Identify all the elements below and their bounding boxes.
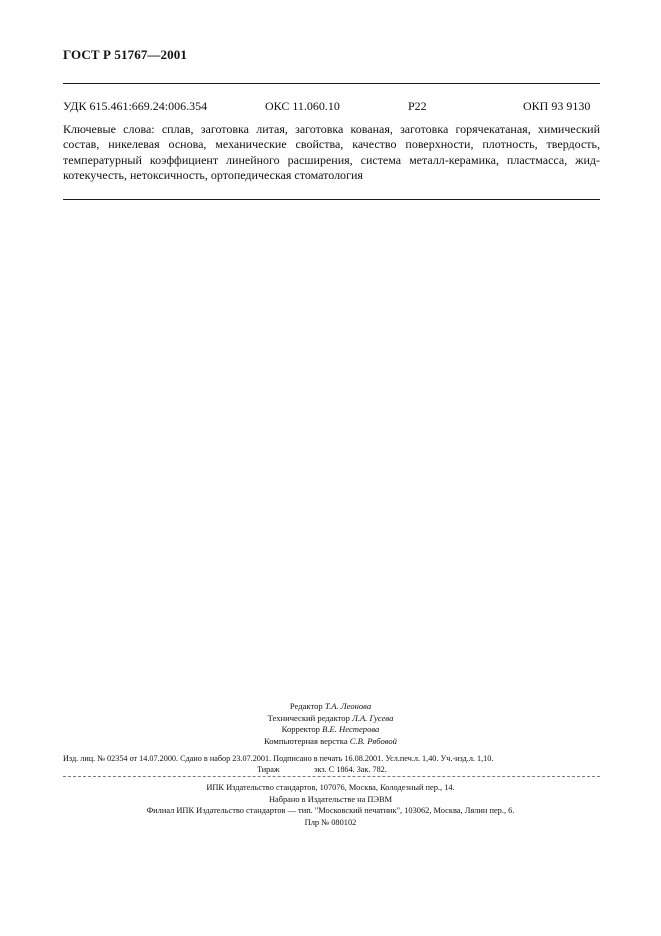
credit-person: В.Е. Нестерова (322, 724, 380, 734)
keywords-line: Ключевые слова: сплав, заготовка литая, заготовка кованая, заготовка горячекатаная, химический (63, 122, 600, 136)
okp-code: ОКП 93 9130 (523, 99, 591, 113)
keywords-line: температурный коэффициент линейного расширения, система металл-керамика, пластмасса, жид- (63, 152, 600, 167)
publisher-line: Набрано в Издательстве на ПЭВМ (268, 794, 393, 804)
imprint-line-license: Изд. лиц. № 02354 от 14.07.2000. Сдано в набор 23.07.2001. Подписано в печать 16.08.2001. Усл.печ.л. 1,40. Уч.-изд.л. 1,10. (63, 754, 494, 763)
publisher-line: Филиал ИПК Издательство стандартов — тип. "Московский печатник", 103062, Москва, Лялин пер., 6. (146, 806, 515, 816)
print-run-label: Тираж (257, 765, 280, 774)
credit-proofreader (0, 724, 661, 736)
keywords-paragraph (63, 122, 600, 184)
standard-code-header: ГОСТ Р 51767—2001 (63, 47, 187, 62)
credit-layout (0, 736, 661, 748)
oks-code: ОКС 11.060.10 (265, 99, 340, 113)
publisher-line: ИПК Издательство стандартов, 107076, Москва, Колодезный пер., 14. (206, 783, 455, 792)
group-code: Р22 (408, 99, 427, 113)
publisher-line: Плр № 080102 (304, 817, 357, 827)
credit-role: Корректор (281, 724, 320, 734)
credit-person: Л.А. Гусева (352, 712, 394, 723)
credit-role: Технический редактор (267, 712, 350, 723)
udk-code: УДК 615.461:669.24:006.354 (63, 99, 208, 113)
print-run-value: экз. С 1864. Зак. 782. (314, 765, 387, 774)
credit-person: Т.А. Леонова (324, 701, 372, 711)
credit-editor (0, 701, 661, 713)
dashed-divider (63, 776, 600, 777)
credit-role: Редактор (289, 701, 323, 711)
credit-role: Компьютерная верстка (264, 735, 348, 746)
keywords-line: состав, никелевая основа, механические свойства, качество поверхности, плотность, твердость, (63, 137, 600, 152)
credit-tech-editor (0, 713, 661, 725)
keywords-line: котекучесть, нетоксичность, ортопедическая стоматология (63, 168, 363, 183)
publisher-block (0, 782, 661, 828)
credits-block (0, 701, 661, 747)
top-rule (63, 83, 600, 84)
bottom-rule (63, 199, 600, 200)
credit-person: С.В. Рябовой (349, 735, 397, 746)
